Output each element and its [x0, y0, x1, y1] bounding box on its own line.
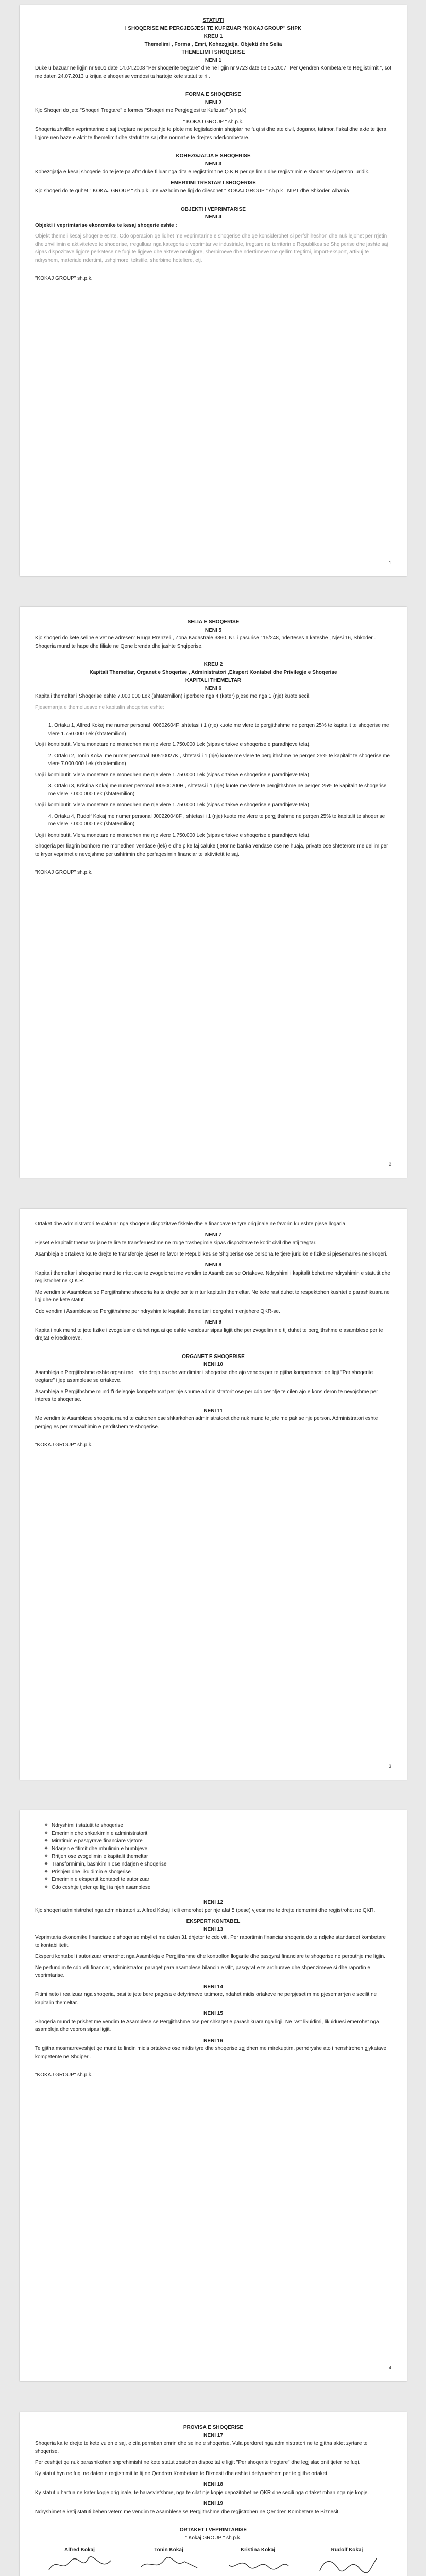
list-item: ❖ Cdo ceshtje tjeter qe ligji ia njeh asamblese — [44, 1884, 391, 1891]
neni-2-text: Kjo Shoqeri do jete "Shoqeri Tregtare" e formes "Shoqeri me Pergjegjesi te Kufizuar" (sh.p.k) — [35, 108, 247, 113]
signer-name: Tonin Kokaj — [154, 2547, 183, 2553]
list-item: ❖ Prishjen dhe likuidimin e shoqerise — [44, 1868, 391, 1876]
neni-8-heading: NENI 8 — [205, 1262, 222, 1268]
neni-4-heading: NENI 4 — [205, 214, 222, 220]
document-page-5 — [20, 2412, 407, 2576]
document-page-4 — [20, 1810, 407, 2381]
neni-7-heading: NENI 7 — [205, 1232, 222, 1238]
statuti-title: STATUTI — [202, 18, 224, 23]
neni-8-text-2: Me vendim te Asamblese se Pergjithshme shoqeria ka te drejte per te rritur kapitalin themeltar. Ne kete rast duhet te respektohen kushtet e parashikuara ne ligj dhe ne kete statut. — [35, 1289, 390, 1303]
neni-13-text-2: Eksperti kontabel i autorizuar emerohet nga Asambleja e Pergjithshme dhe kontrollon llogarite dhe pasqyrat financiare te shoqerise ne perputhje me ligjin. — [35, 1954, 385, 1959]
neni-12-text: Kjo shoqeri administrohet nga administratori z. Alfred Kokaj i cili emerohet per nje afat 5 (pese) vjecar me te drejte riemerimi dhe regjistrohet ne QKR. — [35, 1907, 376, 1913]
neni-18-text: Ky statut u hartua ne kater kopje origjinale, te barasvlefshme, nga te cilat nje kopje depozitohet ne QKR dhe secili nga ortaket mban nga nje kopje. — [35, 2489, 369, 2496]
neni-11-heading: NENI 11 — [203, 1408, 223, 1414]
signature-icon — [46, 2554, 113, 2575]
neni-13-text: Veprimtaria ekonomike financiare e shoqerise mbyllet me daten 31 dhjetor te cdo viti. Per raportimin financiar shoqeria do te ndjeke standardet kombetare te kontabilitetit. — [35, 1935, 386, 1948]
signature-icon — [314, 2554, 381, 2575]
neni-17-text: Shoqeria ka te drejte te kete vulen e saj, e cila permban emrin dhe seline e shoqerise. Vula perdoret nga administratori ne te gjitha aktet zyrtare te shoqerise. — [35, 2441, 368, 2454]
neni-7-text: Pjeset e kapitalit themeltar jane te lira te transferueshme ne rruge trashegimie sipas dispozitave te kodit civil dhe atij tregtar. — [35, 1240, 317, 1246]
cash-note-1: Uoji i kontributit. Vlera monetare ne monedhen me nje vlere 1.750.000 Lek (sipas ortakve e shoqerise e paradhjeve tela). — [35, 742, 311, 748]
ortaket-heading: ORTAKET I VEPRIMTARISE — [179, 2527, 247, 2533]
neni-6-text-2: Pjesemarrja e themeluesve ne kapitalin shoqerise eshte: — [35, 704, 164, 710]
neni-2-heading: NENI 2 — [205, 99, 222, 106]
signature-block — [41, 2546, 118, 2575]
asamblea-competence-list — [44, 1822, 391, 1891]
organet-heading: ORGANET E SHOQERISE — [182, 1353, 245, 1360]
neni-17-text-3: Ky statut hyn ne fuqi ne daten e regjistrimit te tij ne Qendren Kombetare te Biznesit dhe eshte i detyrueshem per te gjithe ortaket. — [35, 2470, 329, 2477]
document-page-1 — [20, 5, 407, 576]
footer-company: "KOKAJ GROUP" sh.p.k. — [35, 276, 93, 281]
neni-13-heading: NENI 13 — [203, 1926, 223, 1933]
kreu-1-subtitle: Themelimi , Forma , Emri, Kohezgjatja, Objekti dhe Selia — [144, 41, 282, 47]
neni-2-text-2: Shoqeria zhvillon veprimtarine e saj tregtare ne perputhje te plote me legjislacionin shqiptar ne fuqi si dhe ate civil, doganor, tatimor, fiskal dhe akte te tjera ligjore nen baze e aktit te themelimit dhe statutit te saj dhe normat e te drejtes nderkombetare. — [35, 127, 387, 141]
neni-6-text: Kapitali themeltar i Shoqerise eshte 7.000.000 Lek (shtatemilion) i perbere nga 4 (kater) pjese me nga 1 (nje) kuote secil. — [35, 693, 311, 699]
signer-name: Kristina Kokaj — [240, 2547, 276, 2553]
list-item: ❖ Rritjen ose zvogelimin e kapitalit themeltar — [44, 1853, 391, 1860]
neni-1-text: Duke u bazuar ne ligjin nr 9901 date 14.04.2008 "Per shoqerite tregtare" dhe ne ligjin nr 9723 date 03.05.2007 "Per Qendren Kombetare te Regjistrimit ", sot me daten 24.07.2013 u krijua e shoqerise vendosi ta hartoje kete statut te ri . — [35, 65, 391, 79]
list-item: ❖ Miratimin e pasqyrave financiare vjetore — [44, 1837, 391, 1845]
list-item: ❖ Ndryshimi i statutit te shoqerise — [44, 1822, 391, 1829]
neni-3-text-2: Kjo shoqeri do te quhet " KOKAJ GROUP " sh.p.k . ne vazhdim ne ligj do cilesohet " KOKAJ GROUP " sh.p.k . NIPT dhe Shkoder, Albania — [35, 188, 349, 194]
list-item: ❖ Emerimin dhe shkarkimin e administratorit — [44, 1829, 391, 1837]
footer-company: "KOKAJ GROUP" sh.p.k. — [35, 870, 93, 875]
themelimi-heading: THEMELIMI I SHOQERISE — [181, 49, 245, 55]
neni-11-text: Me vendim te Asamblese shoqeria mund te caktohen ose shkarkohen administratoret dhe nuk mund te jete me pak se nje person. Administratori eshte pergjegjes per menaxhimin e perditshem te shoqerise. — [35, 1416, 378, 1430]
signer-name: Rudolf Kokaj — [331, 2547, 363, 2553]
neni-19-text: Ndryshimet e ketij statuti behen vetem me vendim te Asamblese se Pergjithshme dhe regjistrohen ne Qendren Kombetare te Biznesit. — [35, 2509, 340, 2515]
forma-heading: FORMA E SHOQERISE — [185, 92, 241, 97]
ekspert-heading: EKSPERT KONTABEL — [186, 1919, 241, 1924]
footer-company: "KOKAJ GROUP" sh.p.k. — [35, 2072, 93, 2078]
page-number: 1 — [388, 560, 391, 566]
neni-13-text-3: Ne perfundim te cdo viti financiar, administratori paraqet para asamblese bilancin e vitit, pasqyrat e te ardhurave dhe shpenzimeve si dhe raportin e veprimtarise. — [35, 1964, 370, 1978]
neni-6-heading: NENI 6 — [205, 685, 222, 691]
kreu-1-heading: KREU 1 — [203, 33, 223, 39]
objekti-heading: OBJEKTI I VEPRIMTARISE — [181, 206, 246, 212]
neni-18-heading: NENI 18 — [203, 2482, 223, 2487]
signature-block — [130, 2546, 208, 2575]
neni-15-heading: NENI 15 — [203, 2011, 223, 2016]
signature-icon — [135, 2554, 202, 2575]
neni-8-text: Kapitali themeltar i shoqerise mund te rritet ose te zvogelohet me vendim te Asamblese se Ortakeve. Ndryshimi i kapitalit behet me ndryshimin e statutit dhe regjistrohet ne Q.K.R. — [35, 1270, 390, 1284]
neni-1-heading: NENI 1 — [205, 57, 222, 63]
cash-note-4: Uoji i kontributit. Vlera monetare ne monedhen me nje vlere 1.750.000 Lek (sipas ortakve e shoqerise e paradhjeve tela). — [35, 832, 311, 838]
neni-2-quote: " KOKAJ GROUP " sh.p.k. — [183, 118, 244, 125]
neni-7-text-2: Asambleja e ortakeve ka te drejte te transferoje pjeset ne favor te Republikes se Shqiperise ose persona te tjere juridike e fizike si pjesemarres ne shoqeri. — [35, 1251, 388, 1257]
document-page-3 — [20, 1209, 407, 1780]
ortak-item-3: 3. Ortaku 3, Kristina Kokaj me numer personal I00500200H , shtetasi i 1 (nje) kuote me vlere te pergjithshme ne perqen 25% te kapitalit te shoqerise me vlere 7.000.000 Lek (shtatemilion) — [48, 783, 387, 797]
list-item: ❖ Ndarjen e fitimit dhe mbulimin e humbjeve — [44, 1845, 391, 1853]
neni-4-title: Objekti i veprimtarise ekonomike te kesaj shoqerie eshte : — [35, 222, 177, 228]
ortaket-quote: " Kokaj GROUP " sh.p.k. — [185, 2535, 242, 2541]
signer-name: Alfred Kokaj — [64, 2547, 95, 2553]
kohezgjatja-heading: KOHEZGJATJA E SHOQERISE — [176, 153, 251, 159]
signature-row — [35, 2546, 391, 2575]
neni-8-text-3: Cdo vendim i Asamblese se Pergjithshme per ndryshim te kapitalit themeltar i dergohet menjehere QKR-se. — [35, 1308, 280, 1314]
page-number: 3 — [388, 1764, 391, 1769]
neni-4-text: Objekt themeli kesaj shoqerie eshte. Cdo operacion qe lidhet me veprimtarine e shoqerise dhe qe konsiderohet si perfshiheshon dhe nuk lejohet per rrjetin dhe zhvillimin e aktiviteteve te shoqerise, rregulluar nga kategoria e veprimtarive industriale, tregtare ne territorin e Republikes se Shqiperise dhe jashte saj sipas dispozitave ligjore perkatese ne fuqi te ligjeve dhe akteve nenligjore, sherbimeve dhe ndertimeve me qellim tregtimi, import-eksport, artikuj te ndryshem, materiale ndertimi, ushqimore, tekstile, sherbime hoteliere, etj. — [35, 233, 388, 263]
ortak-item-4: 4. Ortaku 4, Rudolf Kokaj me numer personal J00220048F , shtetasi i 1 (nje) kuote me vlere te pergjithshme ne perqen 25% te kapitalit te shoqerise me vlere 7.000.000 Lek (shtatemilion) — [48, 813, 385, 827]
signature-icon — [225, 2554, 292, 2575]
neni-12-heading: NENI 12 — [203, 1900, 223, 1905]
selia-heading: SELIA E SHOQERISE — [187, 619, 240, 625]
neni-14-heading: NENI 14 — [203, 1984, 223, 1990]
signature-block — [309, 2546, 386, 2575]
neni-6-end: Shoqeria per fiagrin bonhore me monedhen vendase (lek) e dhe pike faj caluke (jetor ne banka vendase ose ne huaja, private ose shteterore me qellim per te kryer veprimet e nevojshme per ushtrimin dhe perfaqesimin financiar te aktivitetit te saj. — [35, 843, 388, 857]
emertimi-heading: EMERTIMI TRESTAR I SHOQERISE — [171, 180, 256, 186]
neni-10-text-2: Asambleja e Pergjithshme mund t'i delegoje kompetencat per nje shume administratorit ose per cdo ceshtje te cilen ajo e konsideron te nevojshme per interes te shoqerise. — [35, 1388, 378, 1402]
neni-15-text: Shoqeria mund te prishet me vendim te Asamblese se Pergjithshme ose per shkaqet e parashikuara nga ligji. Ne rast likuidimi, likuiduesi emerohet nga asambleja dhe vepron sipas ligjit. — [35, 2019, 379, 2032]
neni-3-heading: NENI 3 — [205, 161, 222, 167]
footer-company: "KOKAJ GROUP" sh.p.k. — [35, 1442, 93, 1448]
neni-5-heading: NENI 5 — [205, 627, 222, 633]
cash-note-3: Uoji i kontributit. Vlera monetare ne monedhen me nje vlere 1.750.000 Lek (sipas ortakve e shoqerise e paradhjeve tela). — [35, 802, 311, 808]
cash-note-2: Uoji i kontributit. Vlera monetare ne monedhen me nje vlere 1.750.000 Lek (sipas ortakve e shoqerise e paradhjeve tela). — [35, 772, 311, 778]
neni-17-heading: NENI 17 — [203, 2432, 223, 2438]
page-number: 4 — [388, 2365, 391, 2371]
signature-block — [219, 2546, 297, 2575]
neni-10-text: Asambleja e Pergjithshme eshte organi me i larte drejtues dhe vendimtar i shoqerise dhe ajo vendos per te gjitha kompetencat qe ligji "Per shoqerite tregtare" i jep asamblese se ortakeve. — [35, 1369, 373, 1383]
page-3-intro: Ortaket dhe administratori te caktuar nga shoqerie dispozitave fiskale dhe e financave te tyre origjinale ne favorin ku eshte pjese llogaria. — [35, 1221, 347, 1227]
neni-9-text: Kapitali nuk mund te jete fizike i zvogeluar e duhet nga ai qe eshte vendosur sipas ligjit dhe per zvogelimin e tij duhet te pergjithshme e asamblese per te drejtat e kreditoreve. — [35, 1327, 383, 1341]
neni-16-heading: NENI 16 — [203, 2038, 223, 2044]
kapitali-heading: KAPITALI THEMELTAR — [185, 677, 242, 683]
neni-17-text-2: Per ceshtjet qe nuk parashikohen shprehimisht ne kete statut zbatohen dispozitat e ligjit "Per shoqerite tregtare" dhe legjislacionit tjeter ne fuqi. — [35, 2460, 361, 2465]
neni-14-text: Fitimi neto i realizuar nga shoqeria, pasi te jete bere pagesa e detyrimeve tatimore, ndahet midis ortakeve ne perpjesetim me pjesemarrjen e secilit ne kapitalin themeltar. — [35, 1992, 377, 2006]
kreu-2-heading: KREU 2 — [203, 662, 223, 667]
neni-5-text: Kjo shoqeri do kete seline e vet ne adresen: Rruga Rrenzeli , Zona Kadastrale 3360, Nr. i pasurise 115/248, nderteses 1 kateshe , Njesi 16, Shkoder . Shoqeria mund te hape dhe filiale ne Qene brenda dhe jashte Shqiperise. — [35, 635, 376, 649]
kreu-2-subtitle: Kapitali Themeltar, Organet e Shoqerise , Administratori ,Ekspert Kontabel dhe Privilegje e Shoqerise — [89, 669, 337, 675]
list-item: ❖ Emerimin e ekspertit kontabel te autorizuar — [44, 1876, 391, 1884]
company-title: I SHOQERISE ME PERGJEGJESI TE KUFIZUAR "KOKAJ GROUP" SHPK — [125, 25, 302, 31]
neni-16-text: Te gjitha mosmarreveshjet qe mund te lindin midis ortakeve ose midis tyre dhe shoqerise zgjidhen me mirekuptim, perndryshe ato i nenshtrohen gjykatave kompetente ne Shqiperi. — [35, 2046, 387, 2060]
list-item: ❖ Transformimin, bashkimin ose ndarjen e shoqerise — [44, 1860, 391, 1868]
document-page-2 — [20, 607, 407, 1178]
neni-3-text: Kohezgjatja e kesaj shoqerie do te jete pa afat duke filluar nga dita e regjistrimit ne Q.K.R per qellimin dhe regjistrimin e shoqerise si person juridik. — [35, 169, 370, 175]
neni-9-heading: NENI 9 — [205, 1319, 222, 1325]
page-number: 2 — [388, 1162, 391, 1167]
provisa-heading: PROVISA E SHOQERISE — [183, 2425, 244, 2430]
neni-10-heading: NENI 10 — [203, 1362, 223, 1367]
ortak-item-1: 1. Ortaku 1, Alfred Kokaj me numer personal I00602604F ,shtetasi i 1 (nje) kuote me vlere te pergjithshme ne perqen 25% te kapitalit te shoqerise me vlere 1.750.000 Lek (shtatemilion) — [48, 723, 389, 737]
neni-19-heading: NENI 19 — [203, 2501, 223, 2506]
ortak-item-2: 2. Ortaku 2, Tonin Kokaj me numer personal I60510027K , shtetasi i 1 (nje) kuote me vlere te pergjithshme ne perqen 25% te kapitalit te shoqerise me vlere 7.000.000 Lek (shtatemilion) — [48, 753, 390, 767]
